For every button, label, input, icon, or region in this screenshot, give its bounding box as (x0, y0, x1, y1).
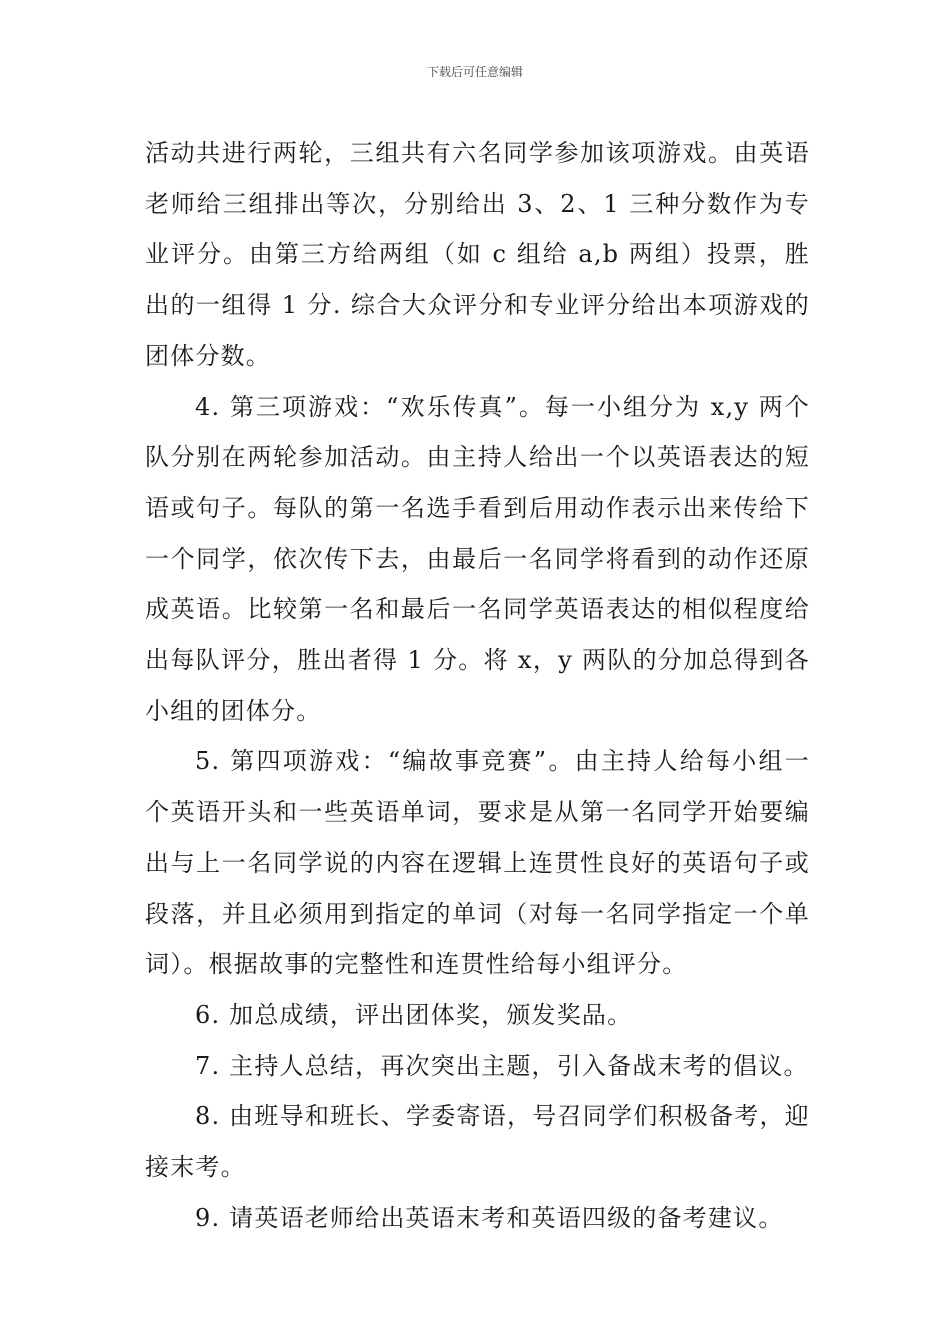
paragraph-item-8: 8. 由班导和班长、学委寄语，号召同学们积极备考，迎接末考。 (145, 1102, 810, 1182)
paragraph-item-4: 4. 第三项游戏：“欢乐传真”。每一小组分为 x,y 两个队分别在两轮参加活动。由主持人给出一个以英语表达的短语或句子。每队的第一名选手看到后用动作表示出来传给下一个同学，依次传下去，由最后一名同学将看到的动作还原成英语。比较第一名和最后一名同学英语表达的相似程度给出每队评分，胜出者得 1 分。将 x，y 两队的分加总得到各小组的团体分。 (145, 392, 810, 725)
paragraph-item-6: 6. 加总成绩，评出团体奖，颁发奖品。 (195, 1000, 633, 1029)
paragraph-item-7: 7. 主持人总结，再次突出主题，引入备战末考的倡议。 (195, 1051, 809, 1080)
page-header: 下载后可任意编辑 (426, 65, 523, 79)
paragraph-item-5: 5. 第四项游戏：“编故事竞赛”。由主持人给每小组一个英语开头和一些英语单词，要求是从第一名同学开始要编出与上一名同学说的内容在逻辑上连贯性良好的英语句子或段落，并且必须用到指定的单词（对每一名同学指定一个单词）。根据故事的完整性和连贯性给每小组评分。 (145, 747, 810, 979)
paragraph-item-9: 9. 请英语老师给出英语末考和英语四级的备考建议。 (195, 1203, 784, 1232)
paragraph-continued: 活动共进行两轮，三组共有六名同学参加该项游戏。由英语老师给三组排出等次，分别给出 3、2、1 三种分数作为专业评分。由第三方给两组（如 c 组给 a,b 两组）投票，胜出的一组得 1 分. 综合大众评分和专业评分给出本项游戏的团体分数。 (145, 139, 810, 370)
document-body (145, 128, 810, 1243)
